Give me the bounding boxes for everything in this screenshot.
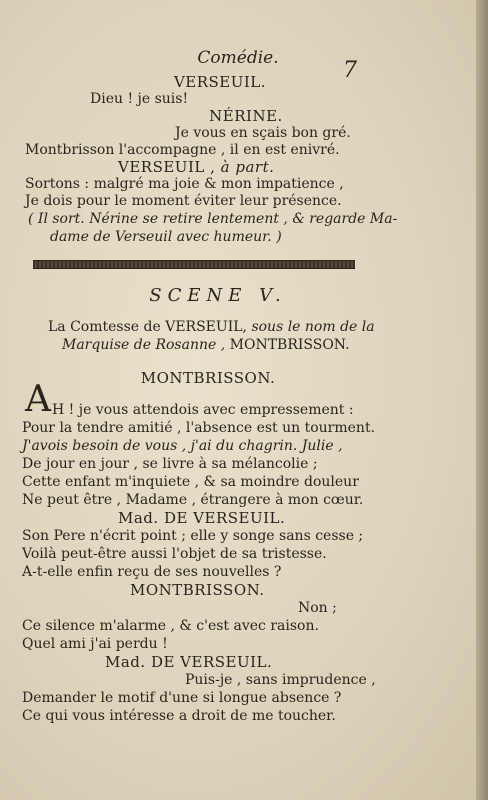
drop-cap: A bbox=[25, 379, 51, 420]
page-number: 7 bbox=[343, 58, 357, 83]
verse-line: De jour en jour , se livre à sa mélancolie ; bbox=[22, 456, 318, 472]
speaker-name: VERSEUIL , bbox=[118, 158, 216, 176]
verse-line: Ce qui vous intéresse a droit de me toucher. bbox=[22, 708, 336, 724]
scene-title: SCENE V. bbox=[149, 285, 287, 306]
speaker-montbrisson: MONTBRISSON. bbox=[130, 581, 265, 599]
verse-line: Ne peut être , Madame , étrangere à mon cœur. bbox=[22, 492, 364, 508]
stage-direction: à part. bbox=[220, 158, 275, 176]
verse-line: Demander le motif d'une si longue absence ? bbox=[22, 690, 342, 706]
stage-direction: ( Il sort. Nérine se retire lentement , & regarde Ma- bbox=[28, 211, 398, 227]
ornamental-rule bbox=[33, 260, 355, 269]
cast-line-1 bbox=[48, 319, 375, 335]
verse-line: Je vous en sçais bon gré. bbox=[175, 125, 351, 141]
verse-line: Je dois pour le moment éviter leur présence. bbox=[25, 193, 342, 209]
stage-direction: dame de Verseuil avec humeur. ) bbox=[50, 229, 282, 245]
verse-line: Quel ami j'ai perdu ! bbox=[22, 636, 168, 652]
cast-note: sous le nom de la bbox=[251, 319, 375, 335]
cast-name: MONTBRISSON. bbox=[229, 337, 350, 353]
verse-line: Pour la tendre amitié , l'absence est un tourment. bbox=[22, 420, 376, 436]
verse-line: J'avois besoin de vous , j'ai du chagrin. Julie , bbox=[22, 438, 343, 454]
speaker-mad-de-verseuil: Mad. DE VERSEUIL. bbox=[118, 509, 286, 527]
speaker-montbrisson: MONTBRISSON. bbox=[140, 369, 276, 387]
verse-line: Ce silence m'alarme , & c'est avec raison. bbox=[22, 618, 319, 634]
verse-line: Dieu ! je suis! bbox=[90, 91, 189, 107]
verse-line: A-t-elle enfin reçu de ses nouvelles ? bbox=[22, 564, 282, 580]
verse-line: Puis-je , sans imprudence , bbox=[185, 672, 376, 688]
speaker-verseuil: VERSEUIL. bbox=[173, 73, 267, 91]
cast-note: Marquise de Rosanne , bbox=[62, 337, 226, 353]
verse-line: Montbrisson l'accompagne , il en est enivré. bbox=[25, 142, 340, 158]
cast-line-2 bbox=[62, 337, 350, 353]
running-header: Comédie. bbox=[197, 48, 279, 68]
speaker-nerine: NÉRINE. bbox=[209, 107, 283, 125]
verse-line: Voilà peut-être aussi l'objet de sa tristesse. bbox=[22, 546, 327, 562]
verse-line: Sortons : malgré ma joie & mon impatience , bbox=[25, 176, 344, 192]
verse-line: Cette enfant m'inquiete , & sa moindre douleur bbox=[22, 474, 359, 490]
cast-name: La Comtesse de VERSEUIL, bbox=[48, 319, 247, 335]
speaker-mad-de-verseuil: Mad. DE VERSEUIL. bbox=[105, 653, 273, 671]
speaker-verseuil-aside bbox=[118, 159, 274, 175]
verse-line: Non ; bbox=[298, 600, 337, 616]
verse-line: H ! je vous attendois avec empressement : bbox=[52, 402, 354, 418]
verse-line: Son Pere n'écrit point ; elle y songe sans cesse ; bbox=[22, 528, 364, 544]
